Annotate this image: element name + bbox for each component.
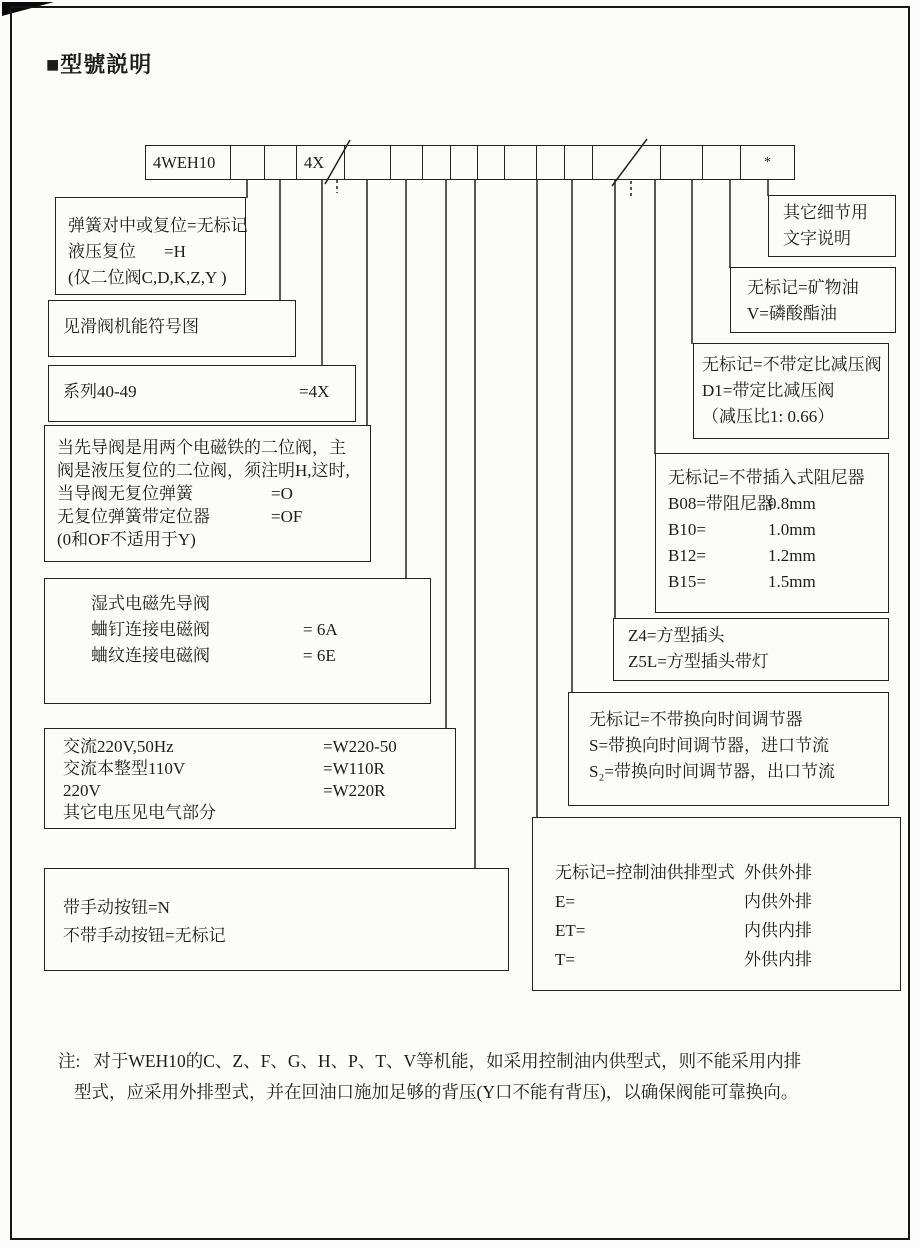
code-cell-3 (265, 146, 297, 179)
label: 湿式电磁先导阀 (91, 594, 210, 613)
label: 液压复位 (68, 242, 136, 261)
value: 1.2mm (768, 546, 816, 565)
box-voltage (44, 728, 456, 829)
box-solenoid-pilot-valve (44, 578, 431, 704)
label: (仅二位阀C,D,K,Z,Y ) (68, 268, 227, 287)
value: = 6A (303, 620, 338, 639)
label: 蛐纹连接电磁阀 (91, 646, 210, 665)
label: Z5L=方型插头带灯 (628, 652, 769, 671)
label: 文字说明 (783, 229, 851, 248)
code-cell-12 (565, 146, 593, 179)
box-pilot-valve-config (44, 425, 371, 562)
label: （减压比1: 0.66） (702, 407, 835, 426)
label: T= (555, 950, 575, 969)
label: 当导阀无复位弹簧 (57, 484, 193, 503)
label: 见滑阀机能符号图 (63, 317, 199, 336)
label: (0和OF不适用于Y) (57, 530, 196, 549)
code-cell-9 (478, 146, 505, 179)
code-cell-8 (451, 146, 478, 179)
value: =H (164, 242, 186, 261)
label: 交流本整型110V (63, 759, 186, 778)
code-cell-series (297, 146, 345, 179)
label: B15= (668, 572, 706, 591)
box-other-details (768, 195, 896, 257)
value: 1.5mm (768, 572, 816, 591)
code-label: 4WEH10 (153, 152, 216, 172)
label: E= (555, 892, 575, 911)
value: =O (271, 484, 293, 503)
label: D1=带定比减压阀 (702, 381, 835, 400)
box-switching-time-adjuster (568, 692, 889, 806)
label: 无标记=矿物油 (747, 278, 859, 297)
code-cell-11 (537, 146, 565, 179)
code-cell-model (146, 146, 231, 179)
code-cell-7 (423, 146, 451, 179)
box-plug-connector (613, 618, 889, 681)
label: 系列40-49 (63, 382, 137, 401)
type-code-strip (145, 145, 795, 180)
label: B12= (668, 546, 706, 565)
page-title: ■型號説明 (46, 52, 153, 77)
value: 内供外排 (744, 892, 812, 911)
label: 无复位弹簧带定位器 (57, 507, 210, 526)
box-spool-symbol (48, 300, 296, 357)
value: =W220R (323, 781, 386, 800)
code-cell-5 (345, 146, 391, 179)
label: 交流220V,50Hz (63, 737, 174, 756)
value: =W110R (323, 759, 385, 778)
note-text-line1: 对于WEH10的C、Z、F、G、H、P、T、V等机能，如采用控制油内供型式，则不能采用内排 (93, 1051, 802, 1071)
label: S=带换向时间调节器，进口节流 (589, 736, 830, 755)
value: = 6E (303, 646, 336, 665)
box-fluid-type (730, 267, 896, 333)
value: 外供外排 (744, 863, 812, 882)
code-cell-2 (231, 146, 265, 179)
label: Z4=方型插头 (628, 626, 725, 645)
label: 220V (63, 781, 101, 800)
label: 无标记=不带定比减压阀 (702, 355, 882, 374)
code-cell-slash (593, 146, 661, 179)
value: 0.8mm (768, 494, 816, 513)
code-cell-asterisk (741, 146, 794, 179)
code-label: * (764, 154, 771, 170)
box-manual-override (44, 868, 509, 971)
scan-artifact (2, 2, 54, 16)
value: =W220-50 (323, 737, 397, 756)
value: =4X (299, 382, 330, 401)
label: 无标记=不带换向时间调节器 (589, 710, 803, 729)
value: =OF (271, 507, 303, 526)
label: V=磷酸酯油 (747, 304, 837, 323)
label: 无标记=控制油供排型式 (555, 863, 735, 882)
box-pilot-oil-supply (532, 817, 901, 991)
code-label: 4X (304, 152, 325, 172)
code-cell-15 (703, 146, 741, 179)
label: B08=带阻尼器 (668, 494, 774, 513)
box-series (48, 365, 356, 422)
code-cell-6 (391, 146, 423, 179)
box-spring-reset (55, 197, 246, 295)
label: 不带手动按钮=无标记 (63, 926, 226, 945)
label: 带手动按钮=N (63, 898, 170, 917)
note-text-line2: 型式，应采用外排型式，并在回油口施加足够的背压(Y口不能有背压)，以确保阀能可靠换向。 (74, 1082, 799, 1102)
note-label: 注: (58, 1051, 81, 1071)
footnote (58, 1046, 882, 1108)
label: 其它细节用 (783, 203, 868, 222)
label: S₂=带换向时间调节器，出口节流 (589, 762, 835, 781)
box-pressure-reducing-valve (693, 343, 889, 439)
value: 内供内排 (744, 921, 812, 940)
label: 当先导阀是用两个电磁铁的二位阀，主 (57, 438, 346, 457)
code-cell-10 (505, 146, 537, 179)
label: ET= (555, 921, 586, 940)
box-orifice-damper (655, 453, 889, 613)
label: B10= (668, 520, 706, 539)
value: 外供内排 (744, 950, 812, 969)
label: 弹簧对中或复位=无标记 (68, 216, 248, 235)
label: 阀是液压复位的二位阀，须注明H,这时, (57, 461, 350, 480)
label: 其它电压见电气部分 (63, 803, 216, 822)
label: 蛐钉连接电磁阀 (91, 620, 210, 639)
value: 1.0mm (768, 520, 816, 539)
label: 无标记=不带插入式阻尼器 (668, 468, 865, 487)
code-cell-14 (661, 146, 703, 179)
